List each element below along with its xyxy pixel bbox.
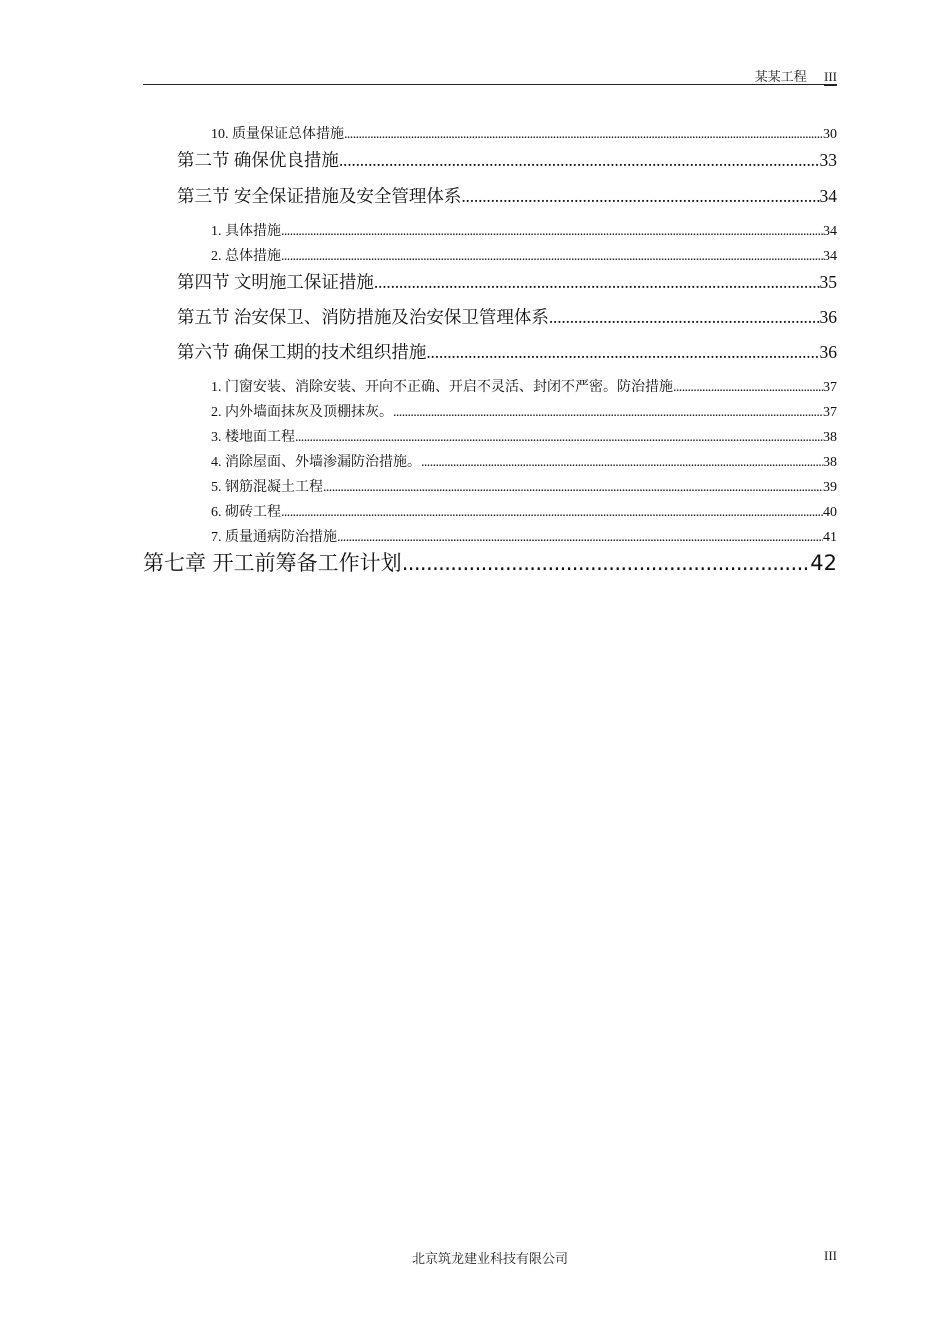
toc-entry-leak-prevention[interactable] bbox=[143, 452, 837, 474]
toc-entry-page: 35 bbox=[819, 272, 837, 292]
toc-entry-label: 1. 具体措施 bbox=[211, 224, 281, 239]
header-right bbox=[755, 66, 837, 85]
toc-entry-label: 第二节 确保优良措施 bbox=[177, 150, 339, 170]
toc-entry-page: 30 bbox=[823, 127, 837, 142]
toc-entry-label: 1. 门窗安装、消除安装、开向不正确、开启不灵活、封闭不严密。防治措施 bbox=[211, 380, 673, 395]
footer-page-number: III bbox=[824, 1248, 837, 1263]
toc-entry-section-2[interactable] bbox=[143, 146, 837, 174]
toc-entry-general-measures[interactable] bbox=[143, 246, 837, 268]
toc-entry-label: 2. 总体措施 bbox=[211, 249, 281, 264]
toc-leader-dots bbox=[281, 246, 823, 268]
toc-entry-page: 41 bbox=[823, 530, 837, 545]
header-title: 某某工程 bbox=[754, 69, 807, 84]
toc-entry-section-3[interactable] bbox=[143, 182, 837, 210]
toc-leader-dots bbox=[281, 502, 823, 524]
toc-entry-quality-measures[interactable] bbox=[143, 124, 837, 146]
toc-entry-doors-windows[interactable] bbox=[143, 377, 837, 399]
toc-entry-page: 37 bbox=[823, 405, 837, 420]
toc-entry-label: 第三节 安全保证措施及安全管理体系 bbox=[177, 186, 462, 206]
toc-leader-dots bbox=[461, 182, 819, 210]
toc-leader-dots bbox=[295, 427, 823, 449]
toc-entry-floors[interactable] bbox=[143, 427, 837, 449]
toc-entry-page: 36 bbox=[819, 342, 837, 362]
toc-leader-dots bbox=[344, 124, 823, 146]
toc-leader-dots bbox=[421, 452, 823, 474]
toc-entry-label: 2. 内外墙面抹灰及顶棚抹灰。 bbox=[211, 405, 393, 420]
toc-entry-page: 38 bbox=[823, 455, 837, 470]
toc-entry-page: 37 bbox=[823, 380, 837, 395]
toc-entry-page: 42 bbox=[810, 551, 837, 575]
toc-leader-dots bbox=[337, 527, 823, 549]
toc-leader-dots bbox=[673, 377, 823, 399]
toc-leader-dots bbox=[281, 221, 823, 243]
toc-leader-dots bbox=[426, 338, 819, 366]
toc-entry-page: 36 bbox=[819, 307, 837, 327]
toc-entry-page: 39 bbox=[823, 480, 837, 495]
toc-entry-label: 第五节 治安保卫、消防措施及治安保卫管理体系 bbox=[177, 307, 549, 327]
footer-company-name: 北京筑龙建业科技有限公司 bbox=[411, 1251, 568, 1266]
header-page-number: III bbox=[824, 69, 837, 84]
toc-leader-dots bbox=[549, 303, 820, 331]
toc-entry-label: 第七章 开工前筹备工作计划 bbox=[143, 551, 402, 575]
toc-entry-page: 38 bbox=[823, 430, 837, 445]
toc-entry-label: 6. 砌砖工程 bbox=[211, 505, 281, 520]
toc-entry-specific-measures[interactable] bbox=[143, 221, 837, 243]
toc-entry-page: 34 bbox=[823, 224, 837, 239]
page-header bbox=[143, 64, 837, 85]
toc-leader-dots bbox=[374, 268, 820, 296]
toc-entry-label: 4. 消除屋面、外墙渗漏防治措施。 bbox=[211, 455, 421, 470]
toc-leader-dots bbox=[339, 146, 820, 174]
toc-entry-label: 第四节 文明施工保证措施 bbox=[177, 272, 374, 292]
toc-entry-page: 40 bbox=[823, 505, 837, 520]
toc-entry-label: 10. 质量保证总体措施 bbox=[211, 127, 344, 142]
toc-entry-label: 5. 钢筋混凝土工程 bbox=[211, 480, 323, 495]
toc-entry-reinforced-concrete[interactable] bbox=[143, 477, 837, 499]
toc-leader-dots bbox=[393, 402, 823, 424]
toc-entry-section-5[interactable] bbox=[143, 303, 837, 331]
page-footer bbox=[143, 1248, 837, 1268]
toc-entry-plastering[interactable] bbox=[143, 402, 837, 424]
toc-entry-chapter-7[interactable] bbox=[143, 547, 837, 579]
toc-entry-label: 7. 质量通病防治措施 bbox=[211, 530, 337, 545]
toc-entry-label: 3. 楼地面工程 bbox=[211, 430, 295, 445]
toc-entry-page: 34 bbox=[819, 186, 837, 206]
toc-leader-dots bbox=[323, 477, 823, 499]
toc-leader-dots bbox=[402, 547, 811, 579]
toc-entry-page: 34 bbox=[823, 249, 837, 264]
toc-entry-common-defects[interactable] bbox=[143, 527, 837, 549]
toc-entry-section-4[interactable] bbox=[143, 268, 837, 296]
toc-entry-page: 33 bbox=[819, 150, 837, 170]
toc-entry-masonry[interactable] bbox=[143, 502, 837, 524]
toc-entry-section-6[interactable] bbox=[143, 338, 837, 366]
toc-entry-label: 第六节 确保工期的技术组织措施 bbox=[177, 342, 427, 362]
